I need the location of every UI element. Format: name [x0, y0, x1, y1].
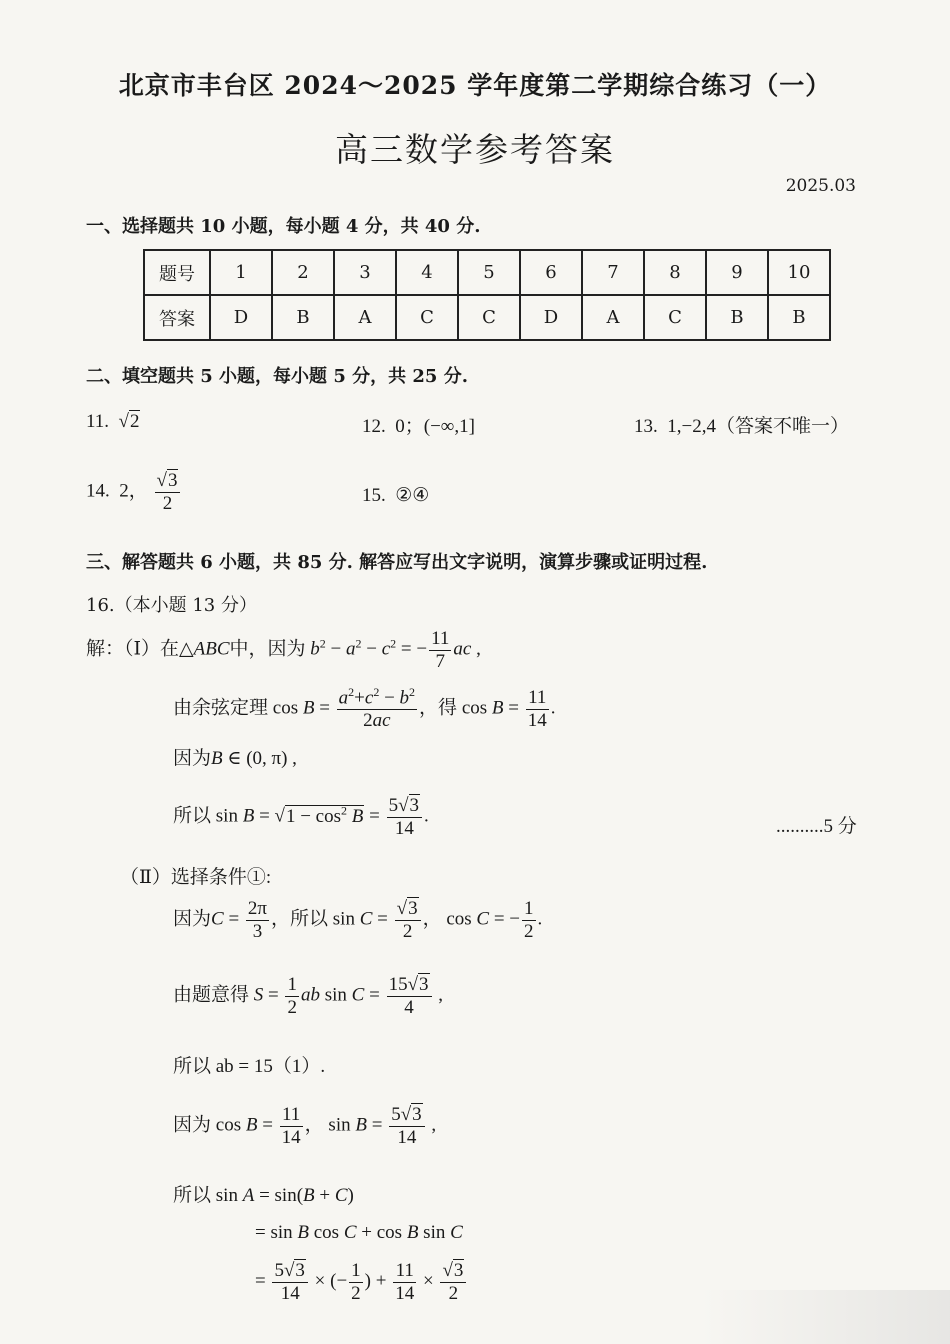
solution-line-3: 因为B ∈ (0, π) , [173, 748, 297, 769]
section2-heading: 二、填空题共 5 小题，每小题 5 分，共 25 分. [86, 366, 468, 387]
answer-13: 13. 1,−2,4（答案不唯一） [634, 416, 849, 437]
table-cell: 7 [582, 250, 644, 295]
solution-line-7: 所以 ab = 15（1）. [173, 1056, 326, 1077]
scan-shadow [700, 1290, 950, 1344]
table-cell: 2 [272, 250, 334, 295]
solution-line-5: 因为C = $\frac{2\pi}{3}$ ，所以 sin C = $\frac{√3}{2}$ ， cos C = − $\frac{1}{2}$ . [173, 898, 543, 942]
document-date: 2025.03 [785, 176, 856, 196]
section1-heading: 一、选择题共 10 小题，每小题 4 分，共 40 分. [86, 216, 481, 237]
table-cell: C [644, 295, 706, 340]
row-label: 题号 [144, 250, 210, 295]
solution-line-8: 因为 cos B = $\frac{11}{14}$ ， sin B = $\frac{5√3}{14}$ , [173, 1104, 437, 1148]
row-label: 答案 [144, 295, 210, 340]
solution-line-9: 所以 sin A = sin(B + C) [173, 1185, 354, 1206]
table-cell: 8 [644, 250, 706, 295]
table-cell: C [396, 295, 458, 340]
solution-line-1: 解：（Ⅰ）在△ABC中，因为 $b^2 - a^2 - c^2$ = − $\frac{11}{7}$ ac , [86, 628, 481, 672]
table-cell: B [272, 295, 334, 340]
table-cell: D [210, 295, 272, 340]
answer-15: 15. ②④ [362, 485, 430, 506]
table-cell: D [520, 295, 582, 340]
solution-line-4: 所以 $\sin B = √1 - \cos^2 B$ = $\frac{5√3}{14}$ . [173, 795, 429, 839]
table-cell: B [768, 295, 830, 340]
answer-14: 14. 2， $\frac{√3}{2}$ [86, 470, 182, 515]
answer-11: 11. √2 [86, 411, 140, 432]
part2-heading: （Ⅱ）选择条件①: [120, 867, 272, 888]
answer-table [143, 249, 831, 341]
table-cell: C [458, 295, 520, 340]
table-cell: 5 [458, 250, 520, 295]
table-cell: 6 [520, 250, 582, 295]
table-cell: A [334, 295, 396, 340]
table-cell: 4 [396, 250, 458, 295]
score-mark: ..........5 分 [776, 816, 857, 837]
table-cell: A [582, 295, 644, 340]
table-cell: 9 [706, 250, 768, 295]
solution-line-6: 由题意得 S = $\frac{1}{2}$ ab sin C = $\frac{15√3}{4}$ , [173, 974, 444, 1018]
table-row-answers [144, 295, 830, 340]
table-cell: 10 [768, 250, 830, 295]
solution-line-2: 由余弦定理 cos B = $\frac{a^2+c^2 - b^2}{2ac}$ ，得 cos B = $\frac{11}{14}$ . [173, 685, 556, 732]
table-row-numbers [144, 250, 830, 295]
page-title: 北京市丰台区 2024～2025 学年度第二学期综合练习（一） [118, 71, 832, 100]
table-cell: 3 [334, 250, 396, 295]
page-subtitle: 高三数学参考答案 [335, 130, 615, 169]
table-cell: B [706, 295, 768, 340]
solution-line-10: = sin B cos C + cos B sin C [255, 1222, 463, 1243]
solution-line-11: = $\frac{5√3}{14}$ × (− $\frac{1}{2}$ ) + $\frac{11}{14}$ × $\frac{√3}{2}$ [255, 1260, 468, 1305]
table-cell: 1 [210, 250, 272, 295]
q16-title: 16.（本小题 13 分） [86, 595, 257, 616]
section3-heading: 三、解答题共 6 小题，共 85 分. 解答应写出文字说明，演算步骤或证明过程. [86, 552, 708, 573]
answer-12: 12. 0；(−∞,1] [362, 416, 475, 437]
